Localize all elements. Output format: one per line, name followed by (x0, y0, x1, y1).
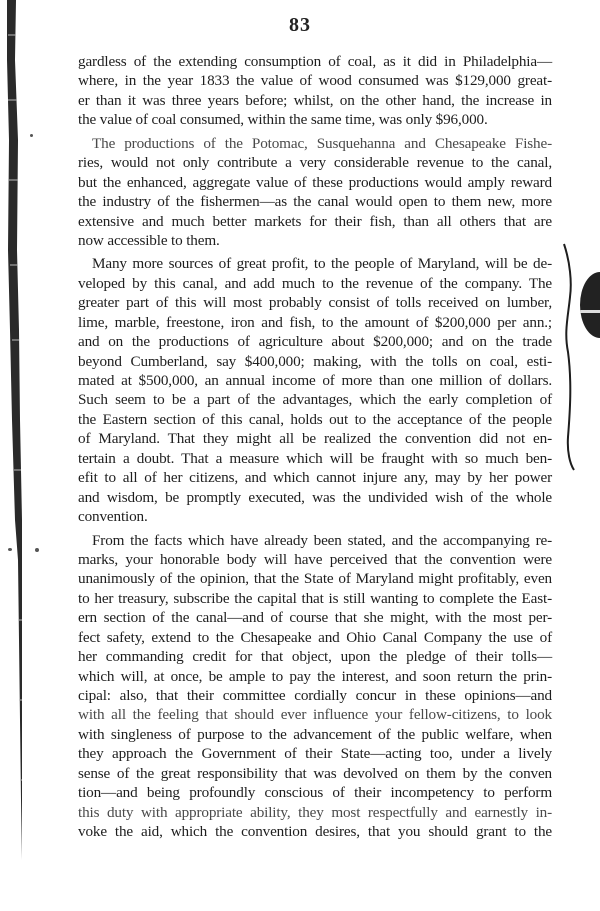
text-line: the Eastern section of this canal, holds out to the acceptance of the people (78, 410, 552, 428)
page-number: 83 (289, 14, 311, 36)
text-line: Such seem to be a part of the advantages, which the early completion of (78, 391, 552, 409)
scan-speck (30, 134, 33, 137)
text-line: Many more sources of great profit, to the people of Maryland, will be de- (92, 255, 552, 273)
paragraph-2 (78, 134, 552, 251)
text-line: of Maryland. That they might all be realized the convention did not en- (78, 430, 552, 448)
text-line: cipal: also, that their committee cordially concur in these opinions—and (78, 687, 552, 704)
scan-speck (8, 548, 12, 551)
text-line: lime, marble, freestone, iron and fish, to the amount of $200,000 per ann.; (78, 313, 552, 331)
text-line: gardless of the extending consumption of coal, as it did in Philadelphia— (78, 53, 552, 70)
text-line: From the facts which have already been stated, and the accompanying re- (92, 531, 552, 549)
paragraph-3 (78, 254, 552, 526)
text-line: marks, your honorable body will have perceived that the convention were (78, 550, 552, 568)
text-line: this duty with appropriate ability, they most respectfully and earnestly in- (78, 803, 552, 821)
text-line: they approach the Government of their State—acting too, under a lively (78, 745, 552, 763)
document-body (78, 52, 552, 846)
margin-bracket-mark (562, 242, 582, 472)
text-line: to her treasury, subscribe the capital that is still wanting to complete the East- (78, 589, 552, 607)
paragraph-1 (78, 52, 552, 130)
scan-speck (35, 548, 39, 552)
text-line: the value of coal consumed, within the same time, was only $96,000. (78, 111, 488, 129)
text-line: er than it was three years before; whilst, on the other hand, the increase in (78, 91, 552, 109)
text-line: convention. (78, 508, 148, 526)
book-binding-edge (4, 0, 22, 911)
text-line: and wisdom, be promptly executed, was the undivided wish of the whole (78, 488, 552, 506)
text-line: voke the aid, which the convention desires, that you should grant to the (78, 823, 552, 841)
text-line: ries, would not only contribute a very considerable revenue to the canal, (78, 154, 552, 172)
text-line: sense of the great responsibility that was devolved on them by the conven (78, 764, 552, 782)
text-line: which will, at once, be ample to pay the interest, and soon return the prin- (78, 667, 552, 685)
text-line: ern section of the canal—and of course that she might, with the most per- (78, 609, 552, 627)
text-line: veloped by this canal, and add much to the revenue of the company. The (78, 274, 552, 292)
text-line: with all the feeling that should ever influence your fellow-citizens, to look (78, 706, 552, 724)
text-line: The productions of the Potomac, Susquehanna and Chesapeake Fishe- (92, 134, 552, 152)
text-line: extensive and much better markets for their fish, than all others that are (78, 212, 552, 230)
text-line: her commanding credit for that object, upon the pledge of their tolls— (78, 648, 552, 666)
text-line: mated at $500,000, an annual income of more than one million of dollars. (78, 372, 552, 389)
text-line: tertain a doubt. That a measure which will be fraught with so much ben- (78, 449, 552, 467)
text-line: with singleness of purpose to the advancement of the public welfare, when (78, 725, 552, 743)
text-line: greater part of this will most probably consist of tolls received on lumber, (78, 294, 552, 312)
text-line: fect safety, extend to the Chesapeake and Ohio Canal Company the use of (78, 628, 552, 646)
text-line: but the enhanced, aggregate value of these productions would amply reward (78, 173, 552, 191)
text-line: where, in the year 1833 the value of wood consumed was $129,000 great- (78, 72, 552, 90)
paragraph-4 (78, 531, 552, 842)
margin-ink-blot (580, 272, 600, 338)
text-line: tion—and being profoundly conscious of their incompetency to perform (78, 784, 552, 802)
text-line: unanimously of the opinion, that the State of Maryland might profitably, even (78, 570, 552, 588)
text-line: and on the productions of agriculture about $200,000; and on the trade (78, 333, 552, 351)
text-line: efit to all of her citizens, and which cannot injure any, may by her power (78, 469, 552, 487)
text-line: beyond Cumberland, say $400,000; making, with the tolls on coal, esti- (78, 352, 552, 370)
text-line: the industry of the fishermen—as the canal would open to them new, more (78, 193, 552, 211)
text-line: now accessible to them. (78, 231, 220, 249)
